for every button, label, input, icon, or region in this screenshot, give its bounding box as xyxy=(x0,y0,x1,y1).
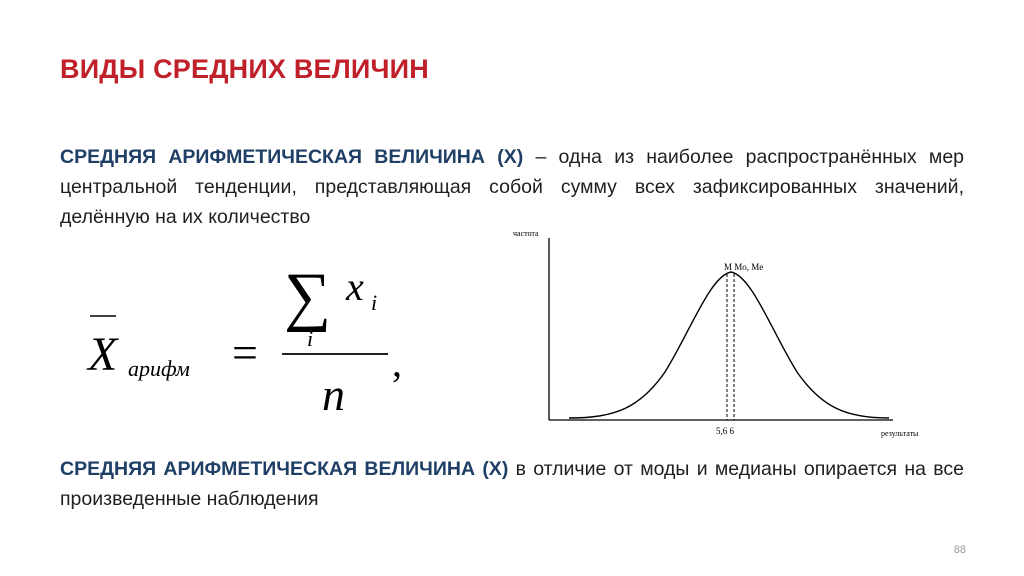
numerator-subscript: i xyxy=(371,290,378,315)
trailing-comma: , xyxy=(392,340,402,385)
mean-subscript: арифм xyxy=(128,356,190,381)
tick-label: 5,6 6 xyxy=(716,426,734,436)
comparison-term: СРЕДНЯЯ АРИФМЕТИЧЕСКАЯ ВЕЛИЧИНА (Х) xyxy=(60,458,509,480)
x-axis-label: результаты xyxy=(881,429,919,438)
equals-sign: = xyxy=(232,327,258,378)
denominator: n xyxy=(322,369,345,420)
normal-distribution-graph xyxy=(505,222,950,440)
comparison-paragraph xyxy=(60,454,964,514)
distribution-curve xyxy=(569,272,889,418)
peak-label: M Mo, Me xyxy=(724,262,764,272)
slide-title: ВИДЫ СРЕДНИХ ВЕЛИЧИН xyxy=(60,54,429,84)
page-number: 88 xyxy=(953,544,966,556)
sum-symbol: ∑ xyxy=(284,260,332,333)
mean-symbol: X xyxy=(88,328,118,381)
definition-text: – одна из наиболее распространённых мер центральной тенденции, представляющая собой сумму всех зафиксированных значений, делённую на их количество xyxy=(60,146,965,228)
definition-term: СРЕДНЯЯ АРИФМЕТИЧЕСКАЯ ВЕЛИЧИНА (Х) xyxy=(60,146,524,168)
numerator-variable: x xyxy=(346,264,364,309)
arithmetic-mean-formula xyxy=(80,248,420,428)
y-axis-label: частота xyxy=(513,229,539,238)
sum-index: i xyxy=(307,326,314,351)
definition-paragraph xyxy=(60,142,964,232)
comparison-text: в отличие от моды и медианы опирается на все произведенные наблюдения xyxy=(60,458,964,510)
